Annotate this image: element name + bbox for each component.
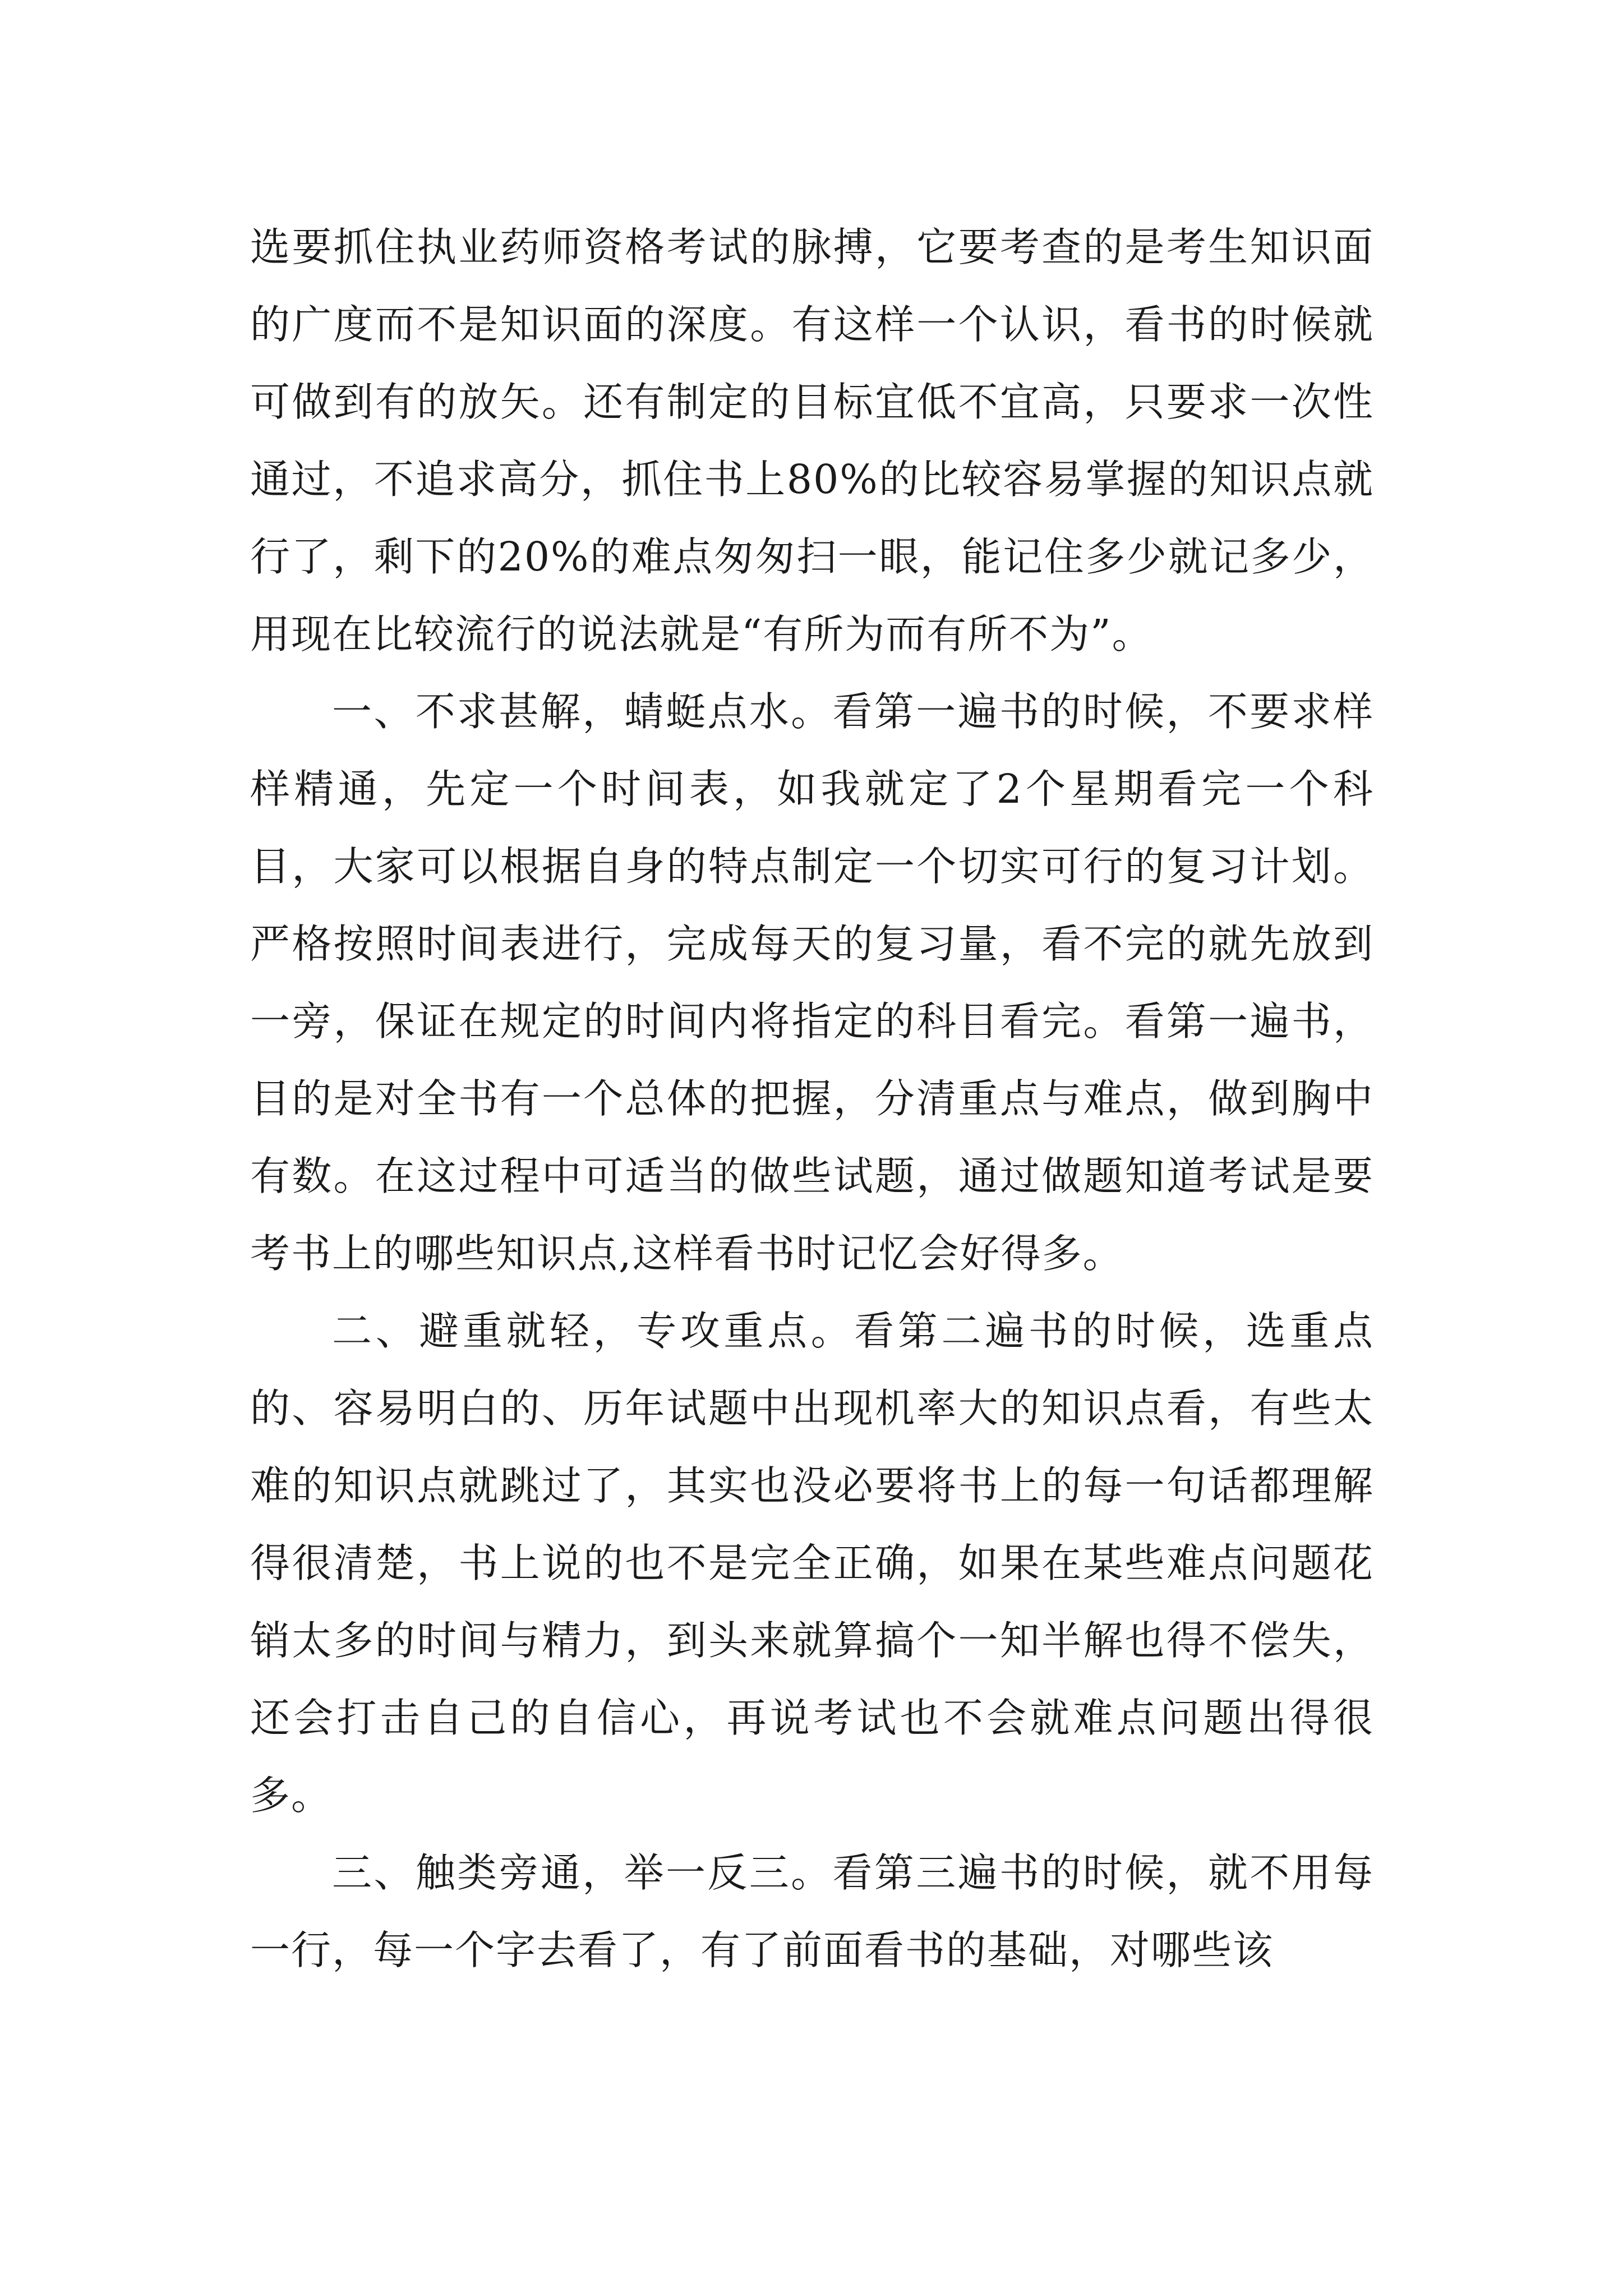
paragraph-step-two: 二、避重就轻，专攻重点。看第二遍书的时候，选重点的、容易明白的、历年试题中出现机率大的知识点看，有些太难的知识点就跳过了，其实也没必要将书上的每一句话都理解得很清楚，书上说的也不是完全正确，如果在某些难点问题花销太多的时间与精力，到头来就算搞个一知半解也得不偿失，还会打击自己的自信心，再说考试也不会就难点问题出得很多。: [250, 1308, 1374, 1819]
paragraph-step-three: 三、触类旁通，举一反三。看第三遍书的时候，就不用每一行，每一个字去看了，有了前面看书的基础，对哪些该: [250, 1849, 1374, 1973]
paragraph-continued-intro: 选要抓住执业药师资格考试的脉搏，它要考查的是考生知识面的广度而不是知识面的深度。有这样一个认识，看书的时候就可做到有的放矢。还有制定的目标宜低不宜高，只要求一次性通过，不追求高分，抓住书上80%的比较容易掌握的知识点就行了，剩下的20%的难点匆匆扫一眼，能记住多少就记多少，用现在比较流行的说法就是“有所为而有所不为”。: [250, 224, 1374, 657]
document-body: [250, 209, 1374, 1989]
paragraph-step-one: 一、不求甚解，蜻蜓点水。看第一遍书的时候，不要求样样精通，先定一个时间表，如我就定了2个星期看完一个科目，大家可以根据自身的特点制定一个切实可行的复习计划。严格按照时间表进行，完成每天的复习量，看不完的就先放到一旁，保证在规定的时间内将指定的科目看完。看第一遍书，目的是对全书有一个总体的把握，分清重点与难点，做到胸中有数。在这过程中可适当的做些试题，通过做题知道考试是要考书上的哪些知识点,这样看书时记忆会好得多。: [250, 688, 1374, 1277]
